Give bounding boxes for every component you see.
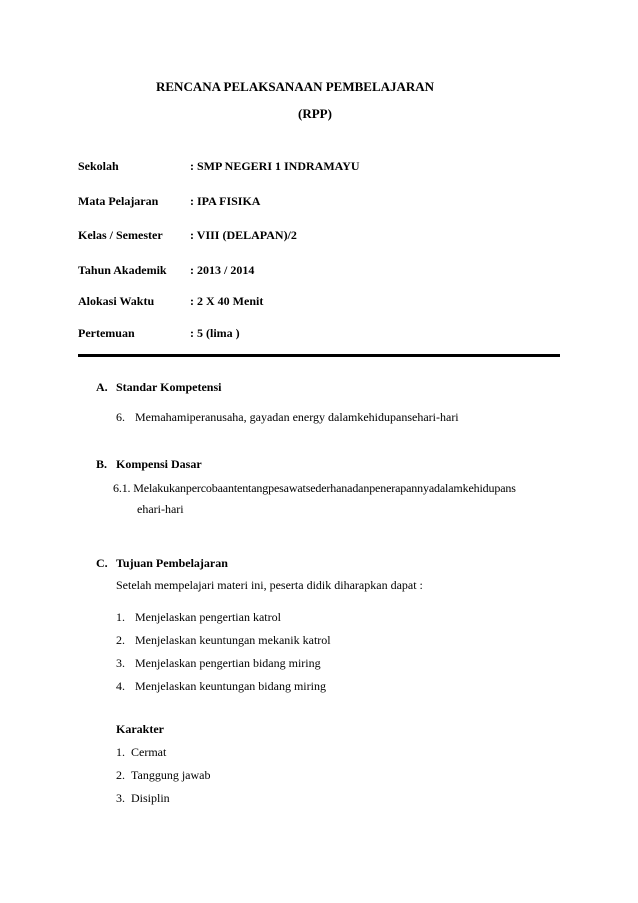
section-c-marker: C. [96, 556, 108, 570]
karakter-text: Tanggung jawab [131, 768, 211, 782]
section-a-item-number: 6. [116, 410, 125, 424]
goal-text: Menjelaskan keuntungan mekanik katrol [135, 633, 331, 647]
identity-label-sekolah: Sekolah [78, 159, 119, 173]
goal-text: Menjelaskan keuntungan bidang miring [135, 679, 326, 693]
identity-label-alokasi: Alokasi Waktu [78, 294, 155, 308]
divider-rule [78, 354, 560, 357]
identity-label-tahun: Tahun Akademik [78, 263, 167, 277]
section-c-intro: Setelah mempelajari materi ini, peserta didik diharapkan dapat : [116, 578, 423, 592]
identity-label-pertemuan: Pertemuan [78, 326, 135, 340]
goal-text: Menjelaskan pengertian katrol [135, 610, 281, 624]
karakter-text: Disiplin [131, 791, 170, 805]
section-a-item-text: Memahamiperanusaha, gayadan energy dalamkehidupansehari-hari [135, 410, 459, 424]
goal-number: 2. [116, 633, 125, 647]
identity-label-mapel: Mata Pelajaran [78, 194, 159, 208]
document-title: RENCANA PELAKSANAAN PEMBELAJARAN [156, 79, 435, 94]
goal-number: 1. [116, 610, 125, 624]
section-b-heading: Kompensi Dasar [116, 457, 202, 471]
identity-value-kelas: : VIII (DELAPAN)/2 [190, 228, 297, 242]
karakter-number: 2. [116, 768, 125, 782]
identity-value-mapel: : IPA FISIKA [190, 194, 261, 208]
identity-value-tahun: : 2013 / 2014 [190, 263, 255, 277]
section-b-line1: 6.1. Melakukanpercobaantentangpesawatsederhanadanpenerapannyadalamkehidupans [113, 481, 516, 495]
section-c-heading: Tujuan Pembelajaran [116, 556, 228, 570]
goal-text: Menjelaskan pengertian bidang miring [135, 656, 321, 670]
identity-label-kelas: Kelas / Semester [78, 228, 163, 242]
karakter-number: 3. [116, 791, 125, 805]
section-a-marker: A. [96, 380, 108, 394]
identity-value-alokasi: : 2 X 40 Menit [190, 294, 264, 308]
document-subtitle: (RPP) [298, 106, 332, 121]
section-a-heading: Standar Kompetensi [116, 380, 222, 394]
section-b-line2: ehari-hari [137, 502, 184, 516]
karakter-heading: Karakter [116, 722, 164, 736]
identity-value-sekolah: : SMP NEGERI 1 INDRAMAYU [190, 159, 360, 173]
karakter-text: Cermat [131, 745, 167, 759]
identity-value-pertemuan: : 5 (lima ) [190, 326, 240, 340]
section-b-marker: B. [96, 457, 108, 471]
goal-number: 4. [116, 679, 125, 693]
goal-number: 3. [116, 656, 125, 670]
karakter-number: 1. [116, 745, 125, 759]
